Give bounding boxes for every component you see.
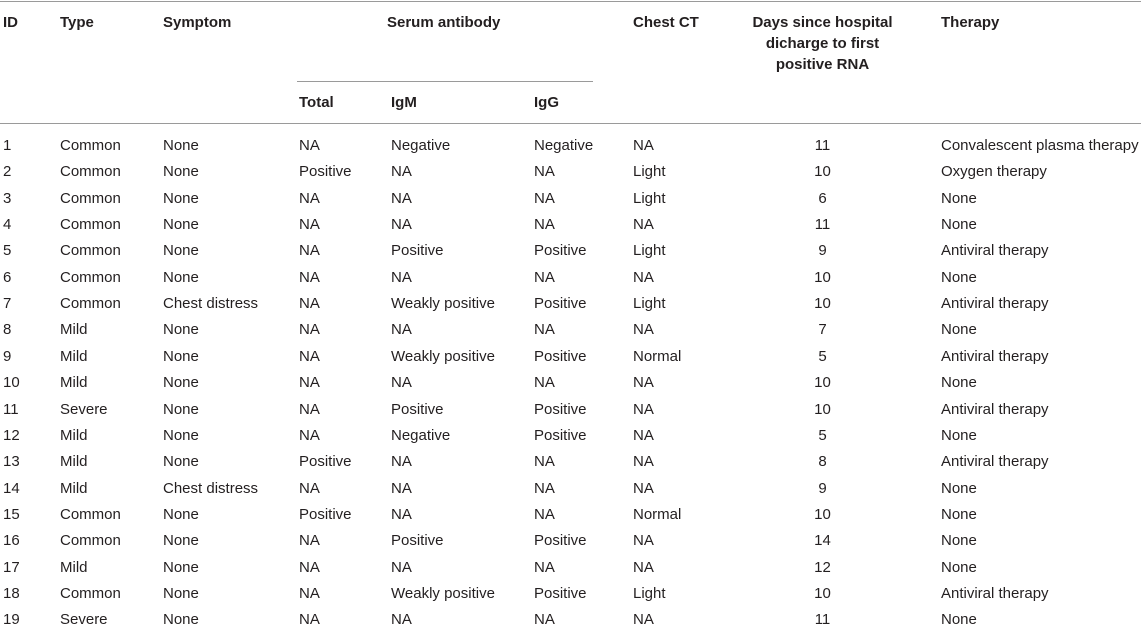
- cell-igm: NA: [391, 269, 412, 286]
- cell-chest-ct: NA: [633, 611, 654, 628]
- cell-igg: Positive: [534, 427, 587, 444]
- cell-igm: Positive: [391, 401, 444, 418]
- cell-type: Common: [60, 137, 121, 154]
- cell-total: NA: [299, 190, 320, 207]
- cell-days: 11: [814, 611, 831, 628]
- cell-igg: NA: [534, 506, 555, 523]
- cell-symptom: Chest distress: [163, 295, 259, 312]
- cell-symptom: None: [163, 216, 199, 233]
- table-row: [0, 480, 1143, 506]
- cell-type: Common: [60, 216, 121, 233]
- cell-type: Mild: [60, 559, 88, 576]
- cell-id: 5: [3, 242, 12, 259]
- cell-symptom: None: [163, 453, 199, 470]
- cell-id: 11: [3, 401, 19, 418]
- cell-id: 3: [3, 190, 12, 207]
- header-type: Type: [60, 14, 94, 31]
- cell-igg: NA: [534, 163, 555, 180]
- cell-days: 10: [814, 401, 831, 418]
- cell-therapy: None: [941, 216, 977, 233]
- table-row: [0, 295, 1143, 321]
- table-row: [0, 137, 1143, 163]
- table-row: [0, 532, 1143, 558]
- table-row: [0, 216, 1143, 242]
- table-row: [0, 506, 1143, 532]
- cell-id: 19: [3, 611, 20, 628]
- top-rule: [0, 1, 1141, 2]
- cell-symptom: None: [163, 374, 199, 391]
- cell-symptom: None: [163, 427, 199, 444]
- cell-total: NA: [299, 216, 320, 233]
- cell-id: 1: [3, 137, 12, 154]
- cell-igm: NA: [391, 453, 412, 470]
- cell-igm: Weakly positive: [391, 585, 495, 602]
- cell-symptom: None: [163, 611, 199, 628]
- cell-days: 12: [814, 559, 831, 576]
- cell-total: NA: [299, 269, 320, 286]
- cell-total: NA: [299, 585, 320, 602]
- cell-therapy: Antiviral therapy: [941, 401, 1049, 418]
- cell-therapy: None: [941, 190, 977, 207]
- cell-chest-ct: Light: [633, 242, 666, 259]
- cell-chest-ct: NA: [633, 532, 654, 549]
- cell-chest-ct: NA: [633, 559, 654, 576]
- header-rule: [0, 123, 1141, 124]
- cell-type: Common: [60, 163, 121, 180]
- cell-therapy: None: [941, 532, 977, 549]
- cell-igm: Weakly positive: [391, 348, 495, 365]
- cell-days: 9: [818, 480, 827, 497]
- cell-type: Mild: [60, 374, 88, 391]
- cell-therapy: None: [941, 506, 977, 523]
- cell-chest-ct: Light: [633, 190, 666, 207]
- cell-days: 8: [818, 453, 827, 470]
- cell-therapy: None: [941, 480, 977, 497]
- cell-igm: NA: [391, 506, 412, 523]
- cell-id: 2: [3, 163, 12, 180]
- cell-igm: Negative: [391, 137, 451, 154]
- cell-igg: Positive: [534, 295, 587, 312]
- cell-days: 10: [814, 269, 831, 286]
- cell-type: Common: [60, 190, 121, 207]
- table-row: [0, 163, 1143, 189]
- cell-therapy: Antiviral therapy: [941, 242, 1049, 259]
- cell-igg: Positive: [534, 585, 587, 602]
- cell-total: NA: [299, 137, 320, 154]
- cell-days: 7: [818, 321, 827, 338]
- table-row: [0, 269, 1143, 295]
- cell-total: NA: [299, 427, 320, 444]
- cell-igg: NA: [534, 453, 555, 470]
- header-igm: IgM: [391, 94, 417, 111]
- cell-therapy: Antiviral therapy: [941, 295, 1049, 312]
- cell-days: 10: [814, 163, 831, 180]
- cell-id: 7: [3, 295, 12, 312]
- cell-igm: NA: [391, 374, 412, 391]
- header-igg: IgG: [534, 94, 559, 111]
- header-total: Total: [299, 94, 334, 111]
- cell-igg: NA: [534, 611, 555, 628]
- cell-id: 4: [3, 216, 12, 233]
- cell-days: 11: [814, 137, 831, 154]
- cell-total: NA: [299, 480, 320, 497]
- cell-symptom: None: [163, 348, 199, 365]
- cell-symptom: None: [163, 137, 199, 154]
- cell-chest-ct: NA: [633, 480, 654, 497]
- cell-therapy: Antiviral therapy: [941, 348, 1049, 365]
- cell-igm: NA: [391, 480, 412, 497]
- cell-igm: Positive: [391, 242, 444, 259]
- cell-type: Common: [60, 585, 121, 602]
- cell-id: 14: [3, 480, 20, 497]
- cell-igg: NA: [534, 269, 555, 286]
- cell-igg: NA: [534, 216, 555, 233]
- cell-chest-ct: Normal: [633, 506, 682, 523]
- cell-days: 10: [814, 506, 831, 523]
- cell-type: Severe: [60, 611, 108, 628]
- cell-igm: NA: [391, 321, 412, 338]
- cell-igg: NA: [534, 480, 555, 497]
- cell-symptom: None: [163, 321, 199, 338]
- cell-type: Mild: [60, 348, 88, 365]
- cell-total: NA: [299, 532, 320, 549]
- table-row: [0, 559, 1143, 585]
- cell-igm: NA: [391, 190, 412, 207]
- cell-chest-ct: Light: [633, 585, 666, 602]
- cell-days: 10: [814, 374, 831, 391]
- table-row: [0, 348, 1143, 374]
- cell-symptom: None: [163, 242, 199, 259]
- cell-therapy: None: [941, 374, 977, 391]
- cell-days: 6: [818, 190, 827, 207]
- table-row: [0, 585, 1143, 611]
- cell-chest-ct: NA: [633, 374, 654, 391]
- cell-symptom: None: [163, 585, 199, 602]
- cell-symptom: None: [163, 190, 199, 207]
- antibody-subrule: [297, 81, 593, 82]
- table-row: [0, 321, 1143, 347]
- cell-id: 6: [3, 269, 12, 286]
- cell-therapy: None: [941, 269, 977, 286]
- cell-symptom: None: [163, 559, 199, 576]
- cell-igg: Positive: [534, 401, 587, 418]
- cell-total: NA: [299, 611, 320, 628]
- cell-total: NA: [299, 295, 320, 312]
- cell-igm: Positive: [391, 532, 444, 549]
- cell-symptom: Chest distress: [163, 480, 259, 497]
- cell-chest-ct: Light: [633, 295, 666, 312]
- cell-total: Positive: [299, 506, 352, 523]
- cell-igg: NA: [534, 321, 555, 338]
- table-row: [0, 401, 1143, 427]
- table-row: [0, 242, 1143, 268]
- cell-chest-ct: NA: [633, 321, 654, 338]
- cell-id: 16: [3, 532, 20, 549]
- cell-days: 5: [818, 348, 827, 365]
- cell-id: 9: [3, 348, 12, 365]
- cell-igg: Positive: [534, 532, 587, 549]
- header-chest-ct: Chest CT: [633, 14, 699, 31]
- cell-days: 5: [818, 427, 827, 444]
- cell-days: 11: [814, 216, 831, 233]
- cell-total: NA: [299, 401, 320, 418]
- table-row: [0, 611, 1143, 637]
- cell-type: Common: [60, 532, 121, 549]
- cell-days: 10: [814, 585, 831, 602]
- cell-therapy: None: [941, 321, 977, 338]
- cell-days: 14: [814, 532, 831, 549]
- cell-type: Mild: [60, 427, 88, 444]
- cell-igg: Positive: [534, 242, 587, 259]
- table-row: [0, 453, 1143, 479]
- cell-igg: Positive: [534, 348, 587, 365]
- cell-symptom: None: [163, 163, 199, 180]
- cell-therapy: None: [941, 611, 977, 628]
- cell-total: NA: [299, 242, 320, 259]
- cell-chest-ct: NA: [633, 137, 654, 154]
- header-therapy: Therapy: [941, 14, 1000, 31]
- cell-type: Common: [60, 269, 121, 286]
- cell-chest-ct: Light: [633, 163, 666, 180]
- cell-igm: NA: [391, 559, 412, 576]
- cell-days: 9: [818, 242, 827, 259]
- cell-id: 10: [3, 374, 20, 391]
- cell-total: Positive: [299, 163, 352, 180]
- cell-igg: NA: [534, 374, 555, 391]
- cell-igm: Negative: [391, 427, 451, 444]
- cell-igm: Weakly positive: [391, 295, 495, 312]
- cell-igm: NA: [391, 216, 412, 233]
- header-id: ID: [3, 14, 18, 31]
- cell-igg: Negative: [534, 137, 594, 154]
- cell-therapy: None: [941, 559, 977, 576]
- header-days-line-1: Days since hospital: [752, 14, 893, 31]
- cell-symptom: None: [163, 401, 199, 418]
- cell-days: 10: [814, 295, 831, 312]
- header-serum-antibody: Serum antibody: [387, 14, 501, 31]
- table-row: [0, 374, 1143, 400]
- table-row: [0, 427, 1143, 453]
- cell-symptom: None: [163, 269, 199, 286]
- cell-therapy: Oxygen therapy: [941, 163, 1047, 180]
- cell-total: NA: [299, 321, 320, 338]
- cell-id: 15: [3, 506, 20, 523]
- cell-chest-ct: NA: [633, 269, 654, 286]
- cell-id: 8: [3, 321, 12, 338]
- cell-total: NA: [299, 348, 320, 365]
- cell-type: Mild: [60, 480, 88, 497]
- cell-type: Common: [60, 295, 121, 312]
- table-row: [0, 190, 1143, 216]
- cell-type: Common: [60, 506, 121, 523]
- cell-igg: NA: [534, 190, 555, 207]
- cell-id: 13: [3, 453, 20, 470]
- header-symptom: Symptom: [163, 14, 232, 31]
- cell-total: Positive: [299, 453, 352, 470]
- cell-igg: NA: [534, 559, 555, 576]
- cell-type: Common: [60, 242, 121, 259]
- cell-chest-ct: NA: [633, 453, 654, 470]
- header-days-line-2: dicharge to first: [765, 35, 880, 52]
- header-days-line-3: positive RNA: [775, 56, 870, 73]
- cell-therapy: Antiviral therapy: [941, 585, 1049, 602]
- cell-id: 12: [3, 427, 20, 444]
- cell-symptom: None: [163, 532, 199, 549]
- cell-chest-ct: Normal: [633, 348, 682, 365]
- cell-type: Severe: [60, 401, 108, 418]
- cell-therapy: Convalescent plasma therapy: [941, 137, 1139, 154]
- cell-type: Mild: [60, 453, 88, 470]
- cell-igm: NA: [391, 163, 412, 180]
- cell-therapy: Antiviral therapy: [941, 453, 1049, 470]
- cell-igm: NA: [391, 611, 412, 628]
- cell-total: NA: [299, 374, 320, 391]
- cell-id: 17: [3, 559, 20, 576]
- cell-chest-ct: NA: [633, 401, 654, 418]
- cell-symptom: None: [163, 506, 199, 523]
- cell-chest-ct: NA: [633, 427, 654, 444]
- cell-total: NA: [299, 559, 320, 576]
- cell-chest-ct: NA: [633, 216, 654, 233]
- cell-type: Mild: [60, 321, 88, 338]
- cell-id: 18: [3, 585, 20, 602]
- cell-therapy: None: [941, 427, 977, 444]
